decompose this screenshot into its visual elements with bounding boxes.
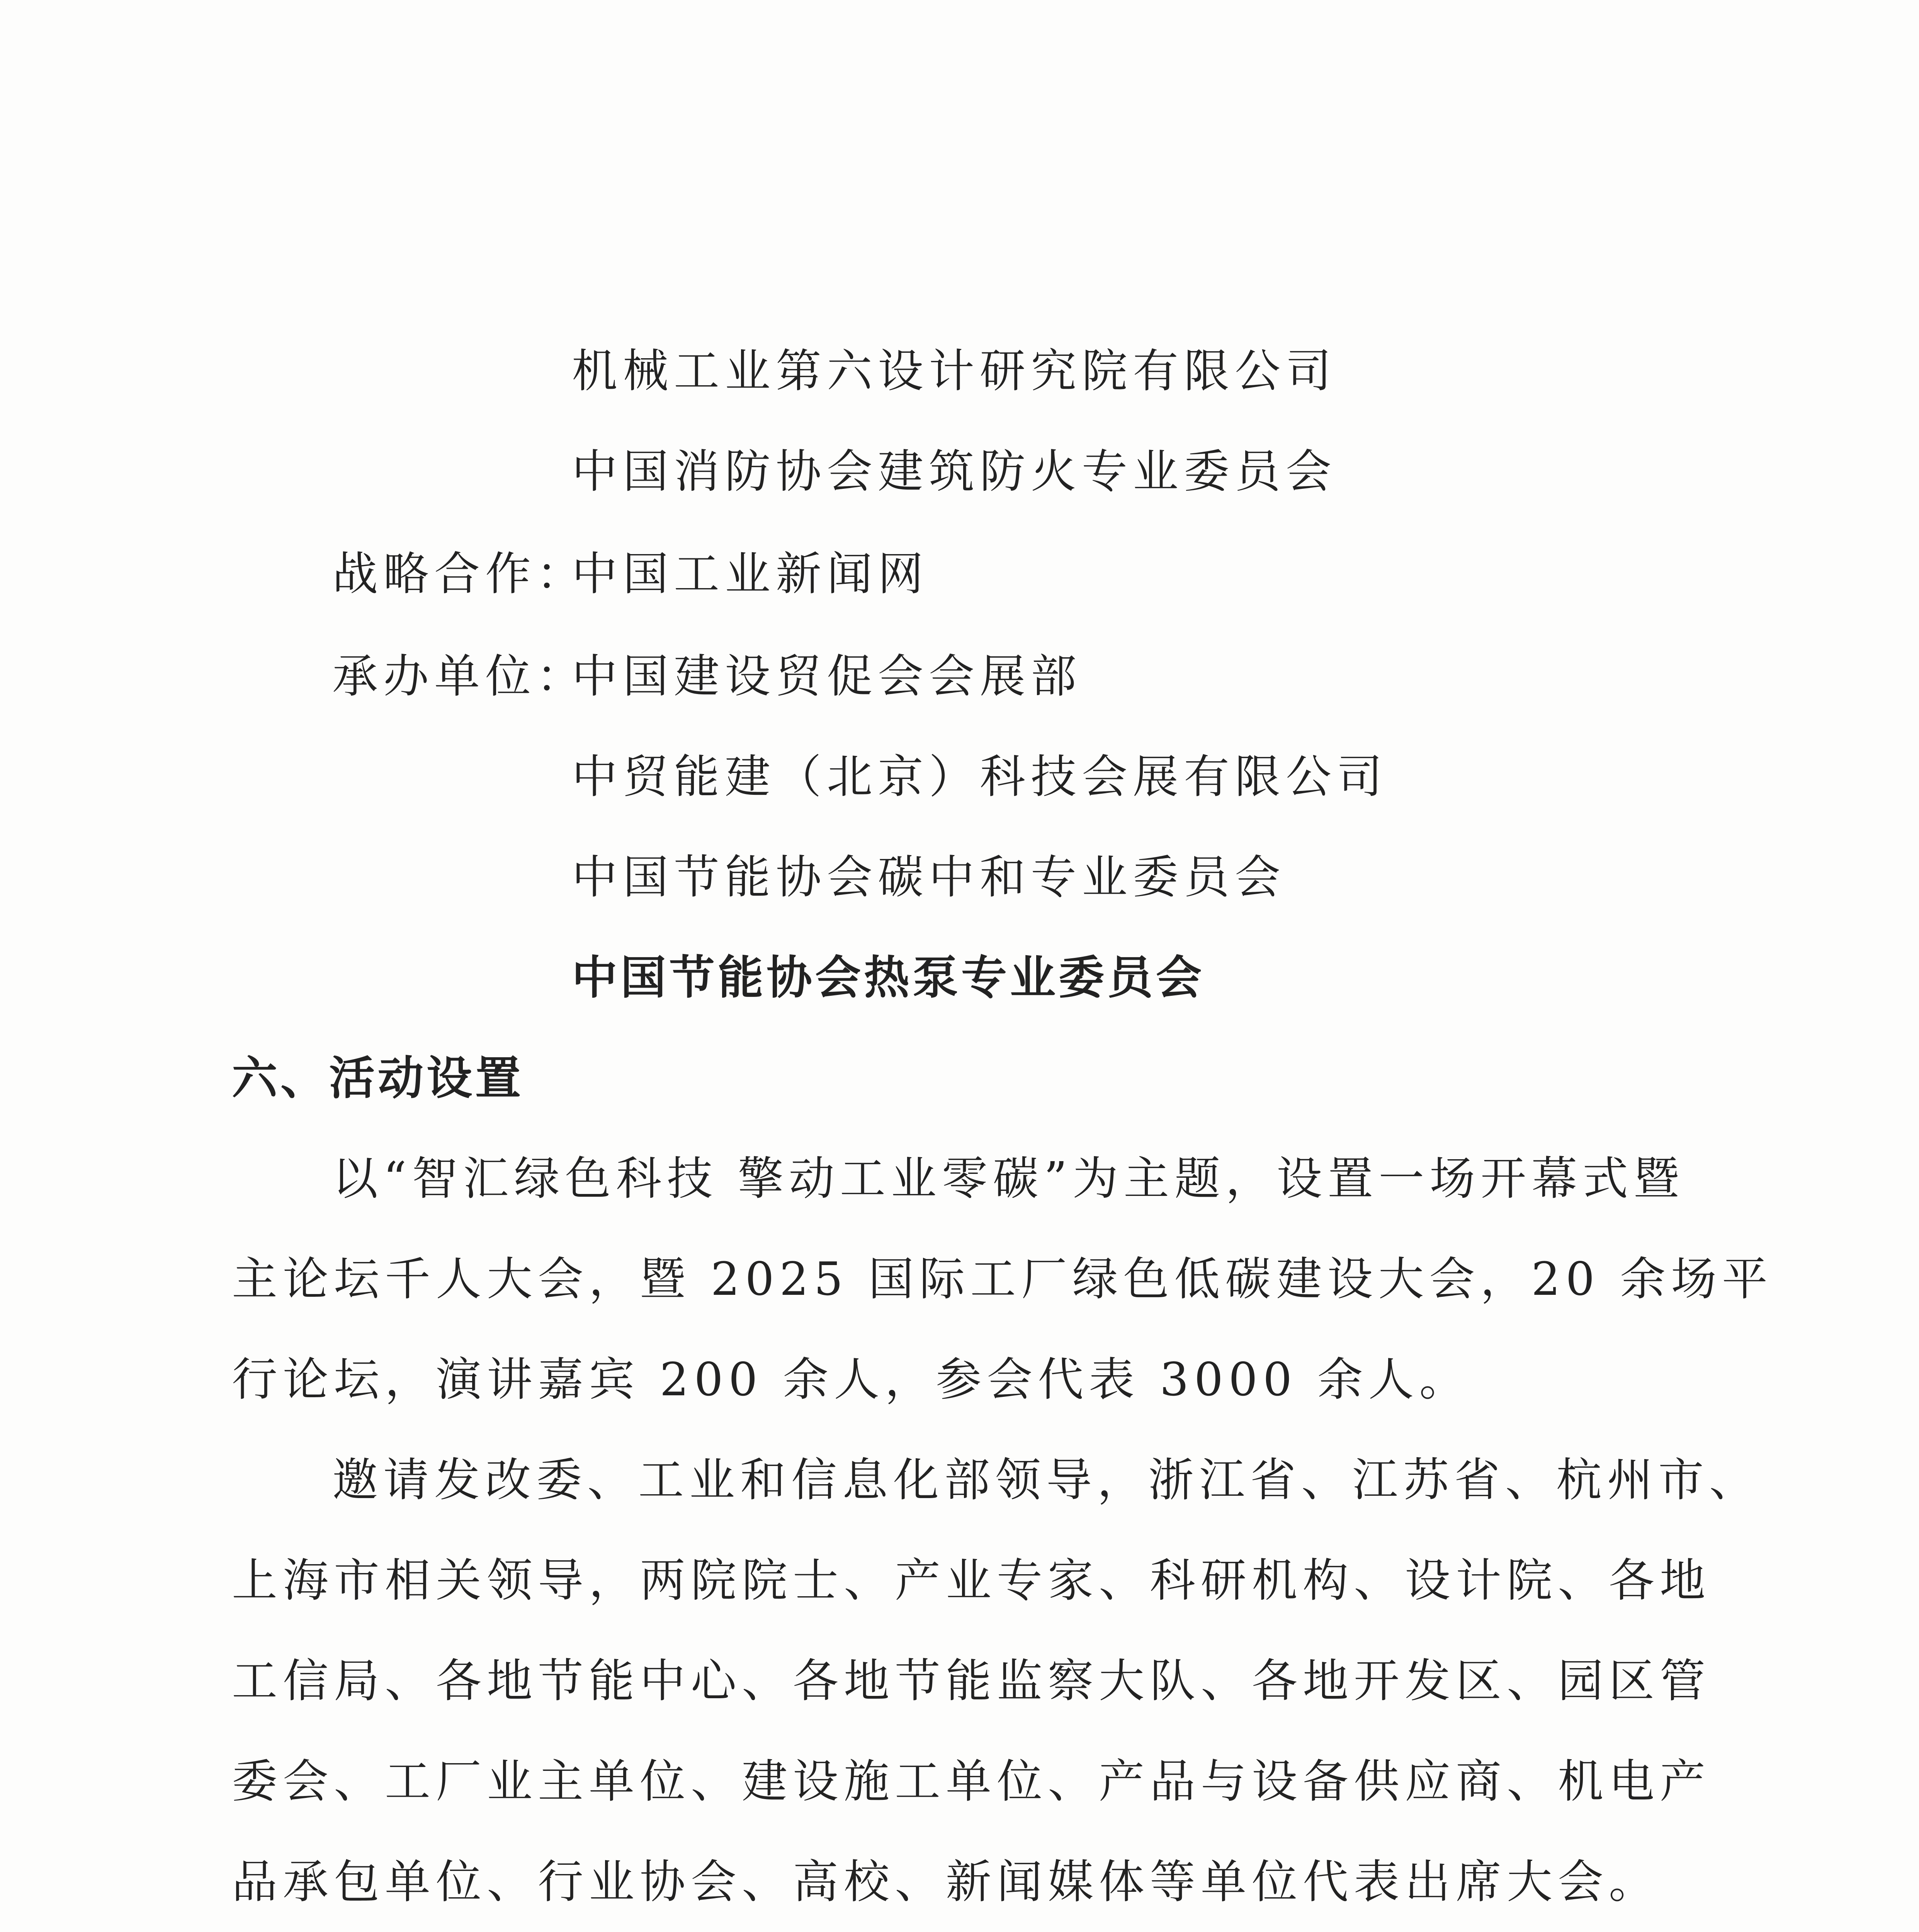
section-heading: 六、活动设置 <box>232 1051 524 1105</box>
para2-line-4: 委会、工厂业主单位、建设施工单位、产品与设备供应商、机电产 <box>232 1755 1711 1808</box>
host-line-2: 中贸能建（北京）科技会展有限公司 <box>572 750 1388 803</box>
strategic-label: 战略合作： <box>332 547 588 600</box>
para1-line-3: 行论坛，演讲嘉宾 200 余人，参会代表 3000 余人。 <box>232 1353 1470 1406</box>
host-line-1: 中国建设贸促会会展部 <box>572 650 1082 703</box>
para2-line-3: 工信局、各地节能中心、各地节能监察大队、各地开发区、园区管 <box>232 1654 1711 1708</box>
para1-line-1: 以“智汇绿色科技 擎动工业零碳”为主题，设置一场开幕式暨 <box>332 1152 1685 1205</box>
host-line-4: 中国节能协会热泵专业委员会 <box>572 951 1205 1004</box>
strategic-value: 中国工业新闻网 <box>572 547 929 600</box>
para2-line-2: 上海市相关领导，两院院士、产业专家、科研机构、设计院、各地 <box>232 1554 1711 1607</box>
para1-line-2: 主论坛千人大会，暨 2025 国际工厂绿色低碳建设大会，20 余场平 <box>232 1252 1773 1306</box>
para2-line-1: 邀请发改委、工业和信息化部领导，浙江省、江苏省、杭州市、 <box>332 1453 1761 1507</box>
para2-line-5: 品承包单位、行业协会、高校、新闻媒体等单位代表出席大会。 <box>232 1855 1660 1908</box>
host-line-3: 中国节能协会碳中和专业委员会 <box>572 850 1286 904</box>
host-label: 承办单位： <box>332 650 588 703</box>
organizer-line-2: 中国消防协会建筑防火专业委员会 <box>572 445 1337 498</box>
organizer-line-1: 机械工业第六设计研究院有限公司 <box>572 344 1337 398</box>
